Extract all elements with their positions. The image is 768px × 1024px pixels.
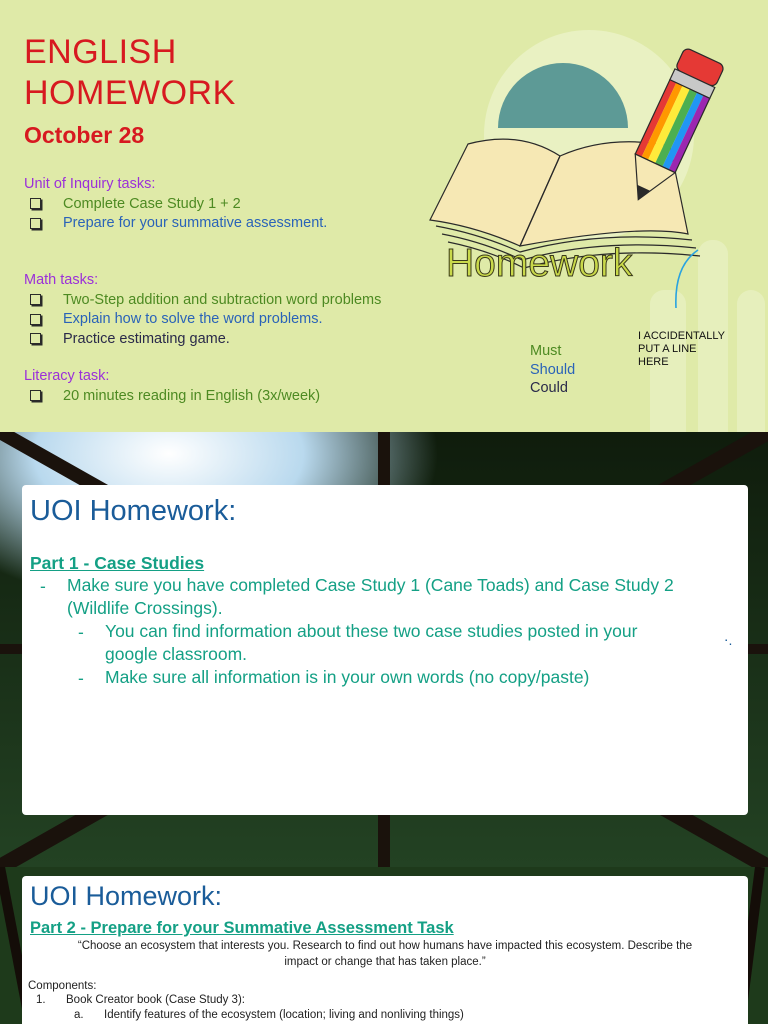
math-task-list: [28, 290, 381, 349]
uoi-homework-card: [22, 876, 748, 1024]
accidental-line-note: I ACCIDENTALLY PUT A LINE HERE: [638, 330, 726, 368]
checkbox-icon: [30, 390, 41, 401]
should-label: Should: [530, 361, 576, 378]
checkbox-icon: [30, 218, 41, 229]
title-line-1: ENGLISH: [24, 33, 177, 71]
math-tasks-heading: Math tasks:: [24, 272, 99, 288]
half-circle-shape: [498, 63, 628, 128]
bullet-dash: -: [78, 622, 84, 642]
uoi-homework-slide-part1: [0, 432, 768, 867]
checkbox-icon: [30, 294, 41, 305]
homework-book-pencil-illustration: [420, 38, 740, 338]
uoi-homework-card: [22, 485, 748, 815]
uoi-task-list: [28, 194, 327, 233]
case-study-instruction: Make sure you have completed Case Study 1 (Cane Toads) and Case Study 2 (Wildlife Crossings).: [67, 575, 674, 618]
homework-date: October 28: [24, 122, 145, 148]
uoi-tasks-heading: Unit of Inquiry tasks:: [24, 176, 156, 192]
component-subitem: Identify features of the ecosystem (location; living and nonliving things): [104, 1009, 464, 1021]
task-item: Two-Step addition and subtraction word problems: [28, 290, 381, 310]
bullet-dash: -: [40, 576, 46, 596]
bullet-dash: -: [78, 668, 84, 688]
component-item: Book Creator book (Case Study 3):: [66, 994, 245, 1006]
literacy-task-heading: Literacy task:: [24, 368, 110, 384]
homework-slide: [0, 0, 768, 432]
checkbox-icon: [30, 198, 41, 209]
stray-mark: ⋅.: [724, 632, 733, 648]
title-line-2: HOMEWORK: [24, 74, 236, 112]
could-label: Could: [530, 380, 568, 396]
part-heading: Part 1 - Case Studies: [30, 553, 205, 573]
components-label: Components:: [28, 980, 97, 992]
task-item: Practice estimating game.: [28, 329, 381, 349]
assessment-task-quote: “Choose an ecosystem that interests you. Research to find out how humans have impacted this ecosystem. Describe the impact or change that has taken place.”: [77, 940, 693, 968]
task-item: Prepare for your summative assessment.: [28, 214, 327, 234]
uoi-homework-slide-part2: [0, 867, 768, 1024]
google-classroom-note: You can find information about these two case studies posted in your google classroom.: [105, 621, 638, 664]
must-should-could: [530, 342, 575, 398]
checkbox-icon: [30, 333, 41, 344]
list-letter: a.: [74, 1009, 84, 1021]
accidental-line: [676, 250, 698, 308]
slide-title: UOI Homework:: [30, 881, 223, 911]
homework-word-art: Homework: [446, 242, 633, 285]
task-item: 20 minutes reading in English (3x/week): [28, 386, 320, 406]
list-number: 1.: [36, 994, 46, 1006]
task-item: Complete Case Study 1 + 2: [28, 194, 327, 214]
background-bar: [737, 290, 765, 432]
checkbox-icon: [30, 314, 41, 325]
slide-title: UOI Homework:: [30, 495, 237, 527]
must-label: Must: [530, 343, 562, 359]
part-heading: Part 2 - Prepare for your Summative Assessment Task: [30, 919, 454, 937]
literacy-task-list: [28, 386, 320, 406]
own-words-note: Make sure all information is in your own words (no copy/paste): [105, 667, 590, 687]
slide-title: [24, 32, 236, 114]
task-item: Explain how to solve the word problems.: [28, 310, 381, 330]
